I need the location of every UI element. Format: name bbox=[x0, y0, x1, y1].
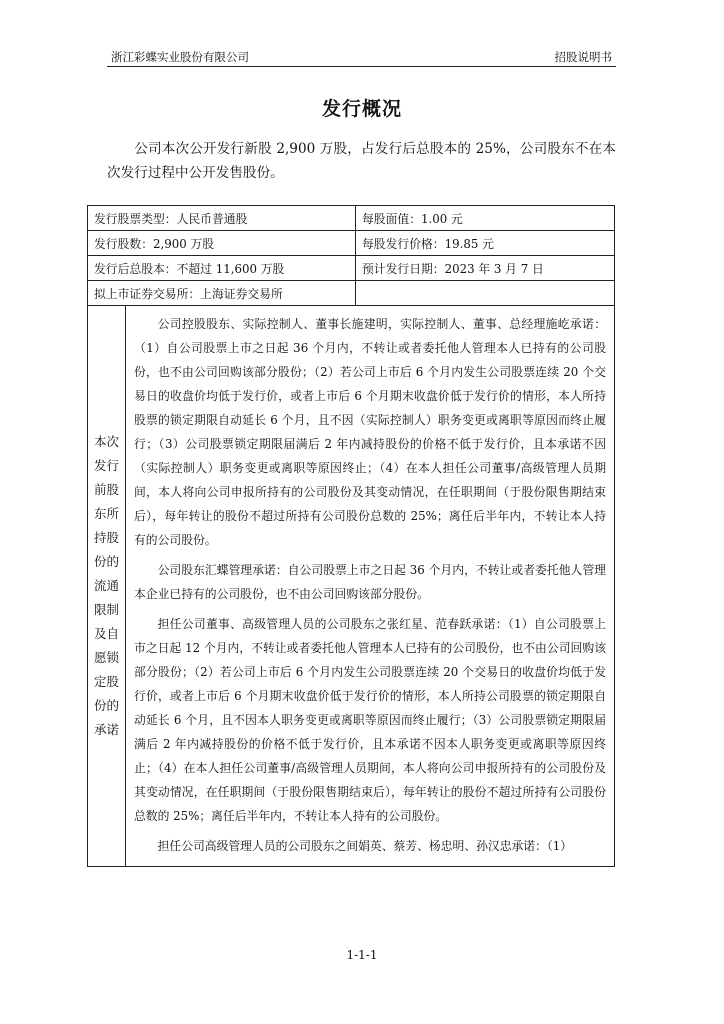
lockup-label: 本次 发行 前股 东所 持股 份的 流通 限制 及自 愿锁 定股 份的 承诺 bbox=[88, 306, 126, 867]
table-row bbox=[88, 281, 615, 306]
issue-date-cell: 预计发行日期：2023 年 3 月 7 日 bbox=[356, 256, 615, 281]
par-value-cell: 每股面值：1.00 元 bbox=[356, 206, 615, 231]
document-type: 招股说明书 bbox=[554, 50, 612, 64]
commitment-paragraph: 担任公司董事、高级管理人员的公司股东之张红星、范春跃承诺：（1）自公司股票上市之日起 12 个月内，不转让或者委托他人管理本人已持有的公司股份，也不由公司回购该部分股份；（2）若公司上市后 6 个月内发生公司股票连续 20 个交易日的收盘价均低于发行价，或者上市后 6 个月期末收盘价低于发行价的情形，本人所持公司股票的锁定期限自动延长 6 个月，且不因本人职务变更或离职等原因而终止履行；（3）公司股票锁定期限届满后 2 年内减持股份的价格不低于发行价，且本承诺不因本人职务变更或离职等原因终止；（4）在本人担任公司董事/高级管理人员期间，本人将向公司申报所持有的公司股份及其变动情况，在任职期间（于股份限售期结束后），每年转让的股份不超过所持有公司股份总数的 25%；离任后半年内，不转让本人持有的公司股份。 bbox=[134, 617, 606, 823]
empty-cell bbox=[356, 281, 615, 306]
exchange-cell: 拟上市证券交易所：上海证券交易所 bbox=[88, 281, 356, 306]
page-number: 1-1-1 bbox=[346, 948, 378, 962]
intro-paragraph: 公司本次公开发行新股 2,900 万股，占发行后总股本的 25%，公司股东不在本次发行过程中公开发售股份。 bbox=[107, 141, 616, 181]
table-row bbox=[88, 256, 615, 281]
commitment-paragraph: 公司控股股东、实际控制人、董事长施建明，实际控制人、董事、总经理施屹承诺：（1）自公司股票上市之日起 36 个月内，不转让或者委托他人管理本人已持有的公司股份，也不由公司回购该部分股份；（2）若公司上市后 6 个月内发生公司股票连续 20 个交易日的收盘价均低于发行价，或者上市后 6 个月期末收盘价低于发行价的情形，本人所持股票的锁定期限自动延长 6 个月，且不因（实际控制人）职务变更或离职等原因而终止履行；（3）公司股票锁定期限届满后 2 年内减持股份的价格不低于发行价，且本承诺不因（实际控制人）职务变更或离职等原因终止；（4）在本人担任公司董事/高级管理人员期间，本人将向公司申报所持有的公司股份及其变动情况，在任职期间（于股份限售期结束后），每年转让的股份不超过所持有公司股份总数的 25%；离任后半年内，不转让本人持有的公司股份。 bbox=[134, 317, 606, 547]
lockup-commitments bbox=[126, 306, 615, 867]
commitment-paragraph: 公司股东汇蝶管理承诺：自公司股票上市之日起 36 个月内，不转让或者委托他人管理本企业已持有的公司股份，也不由公司回购该部分股份。 bbox=[134, 563, 606, 601]
company-name: 浙江彩蝶实业股份有限公司 bbox=[111, 50, 249, 64]
stock-type-cell: 发行股票类型：人民币普通股 bbox=[88, 206, 356, 231]
shares-issued-cell: 发行股数：2,900 万股 bbox=[88, 231, 356, 256]
commitment-paragraph: 担任公司高级管理人员的公司股东之间娟英、蔡芳、杨忠明、孙汉忠承诺：（1） bbox=[157, 839, 573, 853]
lockup-row bbox=[88, 306, 615, 867]
offering-overview-table bbox=[87, 205, 615, 867]
total-shares-cell: 发行后总股本：不超过 11,600 万股 bbox=[88, 256, 356, 281]
table-row bbox=[88, 206, 615, 231]
page-header bbox=[107, 48, 616, 67]
page-title: 发行概况 bbox=[321, 98, 402, 120]
table-row bbox=[88, 231, 615, 256]
issue-price-cell: 每股发行价格：19.85 元 bbox=[356, 231, 615, 256]
